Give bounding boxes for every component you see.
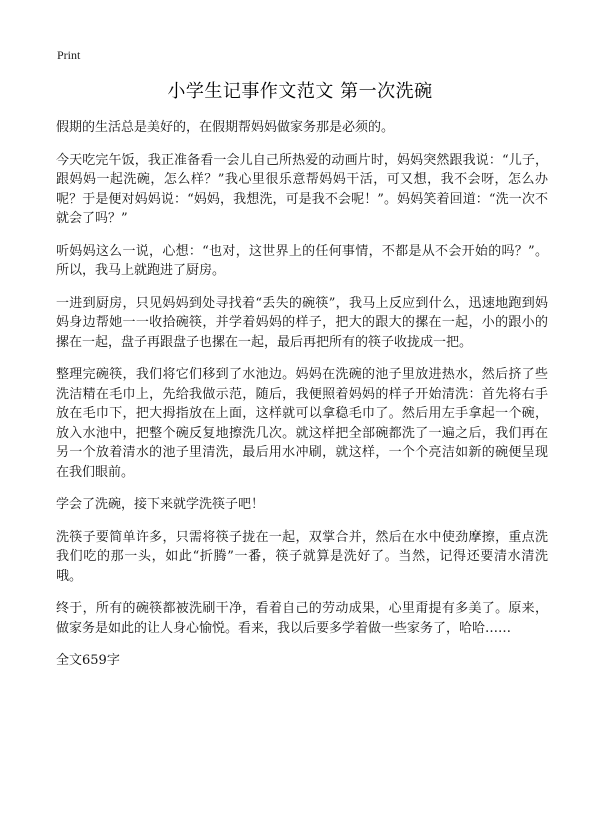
article-body xyxy=(56,118,548,671)
paragraph-wash-chopsticks: 洗筷子要简单许多，只需将筷子拢在一起，双掌合并，然后在水中使劲摩擦，重点洗我们吃的那一头，如此“折腾”一番，筷子就算是洗好了。当然，记得还要清水清洗哦。 xyxy=(56,529,548,584)
print-link[interactable]: Print xyxy=(57,48,81,62)
paragraph-wash-bowls: 整理完碗筷，我们将它们移到了水池边。妈妈在洗碗的池子里放进热水，然后挤了些洗洁精在毛巾上，先给我做示范，随后，我便照着妈妈的样子开始清洗：首先将右手放在毛巾下，把大拇指放在上面，这样就可以拿稳毛巾了。然后用左手拿起一个碗，放入水池中，把整个碗反复地擦洗几次。就这样把全部碗都洗了一遍之后，我们再在另一个放着清水的池子里清洗，最后用水冲刷，就这样，一个个亮洁如新的碗便呈现在我们眼前。 xyxy=(56,367,548,480)
paragraph-chopsticks-intro: 学会了洗碗，接下来就学洗筷子吧！ xyxy=(56,497,265,512)
paragraph-intro: 假期的生活总是美好的，在假期帮妈妈做家务那是必须的。 xyxy=(56,120,395,135)
paragraph-lunch: 今天吃完午饭，我正准备看一会儿自己所热爱的动画片时，妈妈突然跟我说：“儿子，跟妈妈一起洗碗，怎么样？”我心里很乐意帮妈妈干活，可又想，我不会呀，怎么办呢？于是便对妈妈说：“妈妈，我想洗，可是我不会呢！”。妈妈笑着回道：“洗一次不就会了吗？” xyxy=(56,152,548,226)
paragraph-collect-dishes: 一进到厨房，只见妈妈到处寻找着“丢失的碗筷”，我马上反应到什么，迅速地跑到妈妈身边帮她一一收拾碗筷，并学着妈妈的样子，把大的跟大的摞在一起，小的跟小的摞在一起，盘子再跟盘子也摞在一起，最后再把所有的筷子收拢成一把。 xyxy=(56,295,548,350)
paragraph-conclusion: 终于，所有的碗筷都被洗刷干净，看着自己的劳动成果，心里甭提有多美了。原来，做家务是如此的让人身心愉悦。看来，我以后要多学着做一些家务了，哈哈…… xyxy=(56,601,548,636)
article-title: 小学生记事作文范文 第一次洗碗 xyxy=(167,81,433,102)
paragraph-kitchen-decision: 听妈妈这么一说，心想：“也对，这世界上的任何事情，不都是从不会开始的吗？”。所以，我马上就跑进了厨房。 xyxy=(56,243,548,278)
word-count: 全文659字 xyxy=(56,653,120,668)
